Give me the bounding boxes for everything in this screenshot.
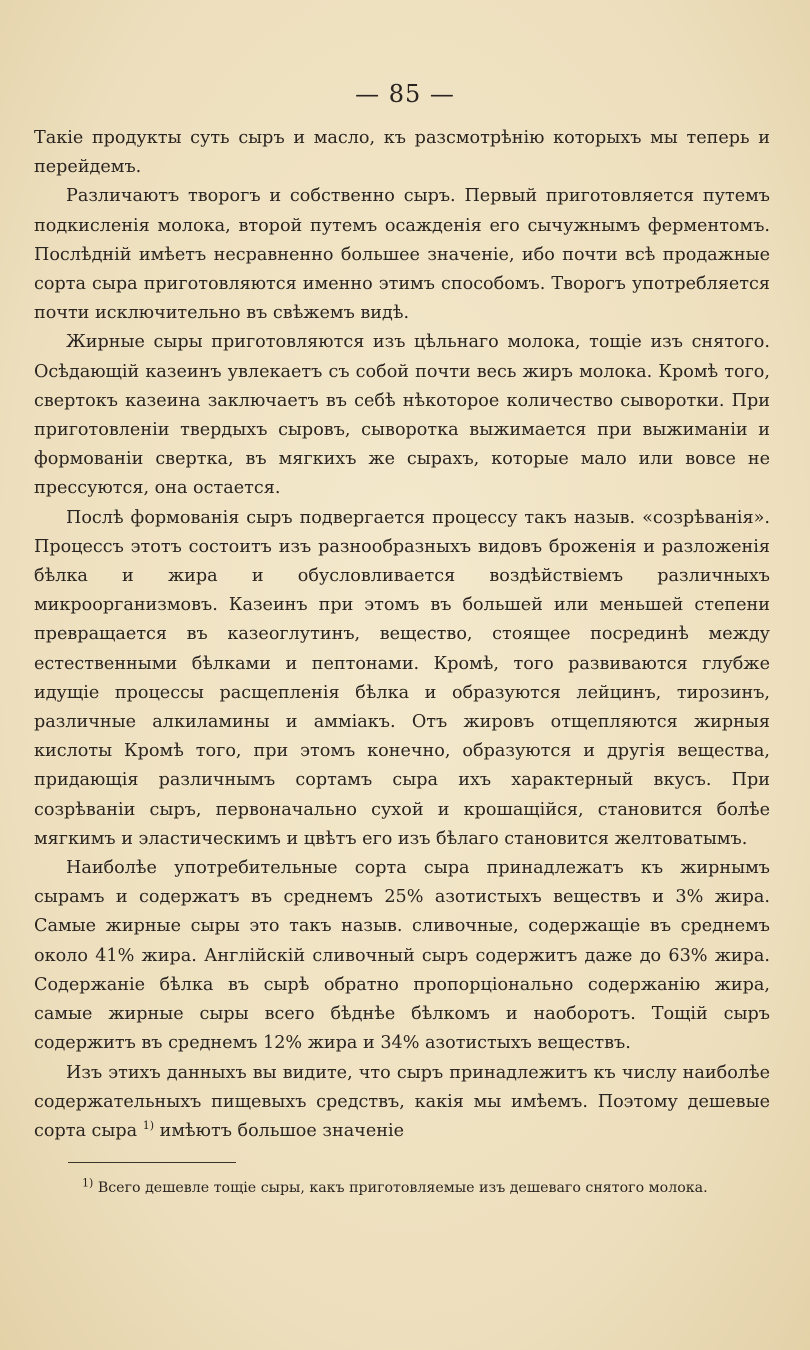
footnote-reference: 1) — [142, 1119, 155, 1133]
paragraph-6 — [34, 1059, 770, 1147]
paragraph-2: Различаютъ творогъ и собственно сыръ. Первый приготовляется путемъ подкисленія молока, второй путемъ осажденія его сычужнымъ ферментомъ. Послѣдній имѣетъ несравненно большее значеніе, ибо почти всѣ продажные сорта сыра приготовляются именно этимъ способомъ. Творогъ употребляется почти исключительно въ свѣжемъ видѣ. — [34, 186, 770, 324]
footnote-mark: 1) — [82, 1176, 94, 1190]
footnote — [34, 1176, 770, 1200]
body-text — [34, 124, 770, 1146]
paragraph-6-text-b: имѣютъ большое значеніе — [159, 1120, 404, 1141]
footnote-divider — [68, 1162, 236, 1163]
page-number: — 85 — — [355, 80, 455, 108]
paragraph-3: Жирные сыры приготовляются изъ цѣльнаго молока, тощіе изъ снятого. Осѣдающій казеинъ увлекаетъ съ собой почти весь жиръ молока. Кромѣ того, свертокъ казеина заключаетъ въ себѣ нѣкоторое количество сыворотки. При приготовленіи твердыхъ сыровъ, сыворотка выжимается при выжиманіи и формованіи свертка, въ мягкихъ же сырахъ, которые мало или вовсе не прессуются, она остается. — [34, 332, 770, 499]
footnote-text: Всего дешевле тощіе сыры, какъ приготовляемые изъ дешеваго снятого молока. — [97, 1180, 708, 1196]
paragraph-4: Послѣ формованія сыръ подвергается процессу такъ назыв. «созрѣванія». Процессъ этотъ состоитъ изъ разнообразныхъ видовъ броженія и разложенія бѣлка и жира и обусловливается воздѣйствіемъ различныхъ микроорганизмовъ. Казеинъ при этомъ въ большей или меньшей степени превращается въ казеоглутинъ, вещество, стоящее посрединѣ между естественными бѣлками и пептонами. Кромѣ, того развиваются глубже идущіе процессы расщепленія бѣлка и образуются лейцинъ, тирозинъ, различные алкиламины и амміакъ. Отъ жировъ отщепляются жирныя кислоты Кромѣ того, при этомъ конечно, образуются и другія вещества, придающія различнымъ сортамъ сыра ихъ характерный вкусъ. При созрѣваніи сыръ, первоначально сухой и крошащійся, становится болѣе мягкимъ и эластическимъ и цвѣтъ его изъ бѣлаго становится желтоватымъ. — [34, 507, 770, 849]
paragraph-5: Наиболѣе употребительные сорта сыра принадлежатъ къ жирнымъ сырамъ и содержатъ въ среднемъ 25% азотистыхъ веществъ и 3% жира. Самые жирные сыры это такъ назыв. сливочные, содержащіе въ среднемъ около 41% жира. Англійскій сливочный сыръ содержитъ даже до 63% жира. Содержаніе бѣлка въ сырѣ обратно пропорціонально содержанію жира, самые жирные сыры всего бѣднѣе бѣлкомъ и наоборотъ. Тощій сыръ содержитъ въ среднемъ 12% жира и 34% азотистыхъ веществъ. — [34, 858, 770, 1054]
paragraph-1: Такіе продукты суть сыръ и масло, къ разсмотрѣнію которыхъ мы теперь и перейдемъ. — [34, 128, 770, 178]
paragraph-6-text-a: Изъ этихъ данныхъ вы видите, что сыръ принадлежитъ къ числу наиболѣе содержательныхъ пищевыхъ средствъ, какія мы имѣемъ. Поэтому дешевые сорта сыра — [34, 1062, 770, 1141]
